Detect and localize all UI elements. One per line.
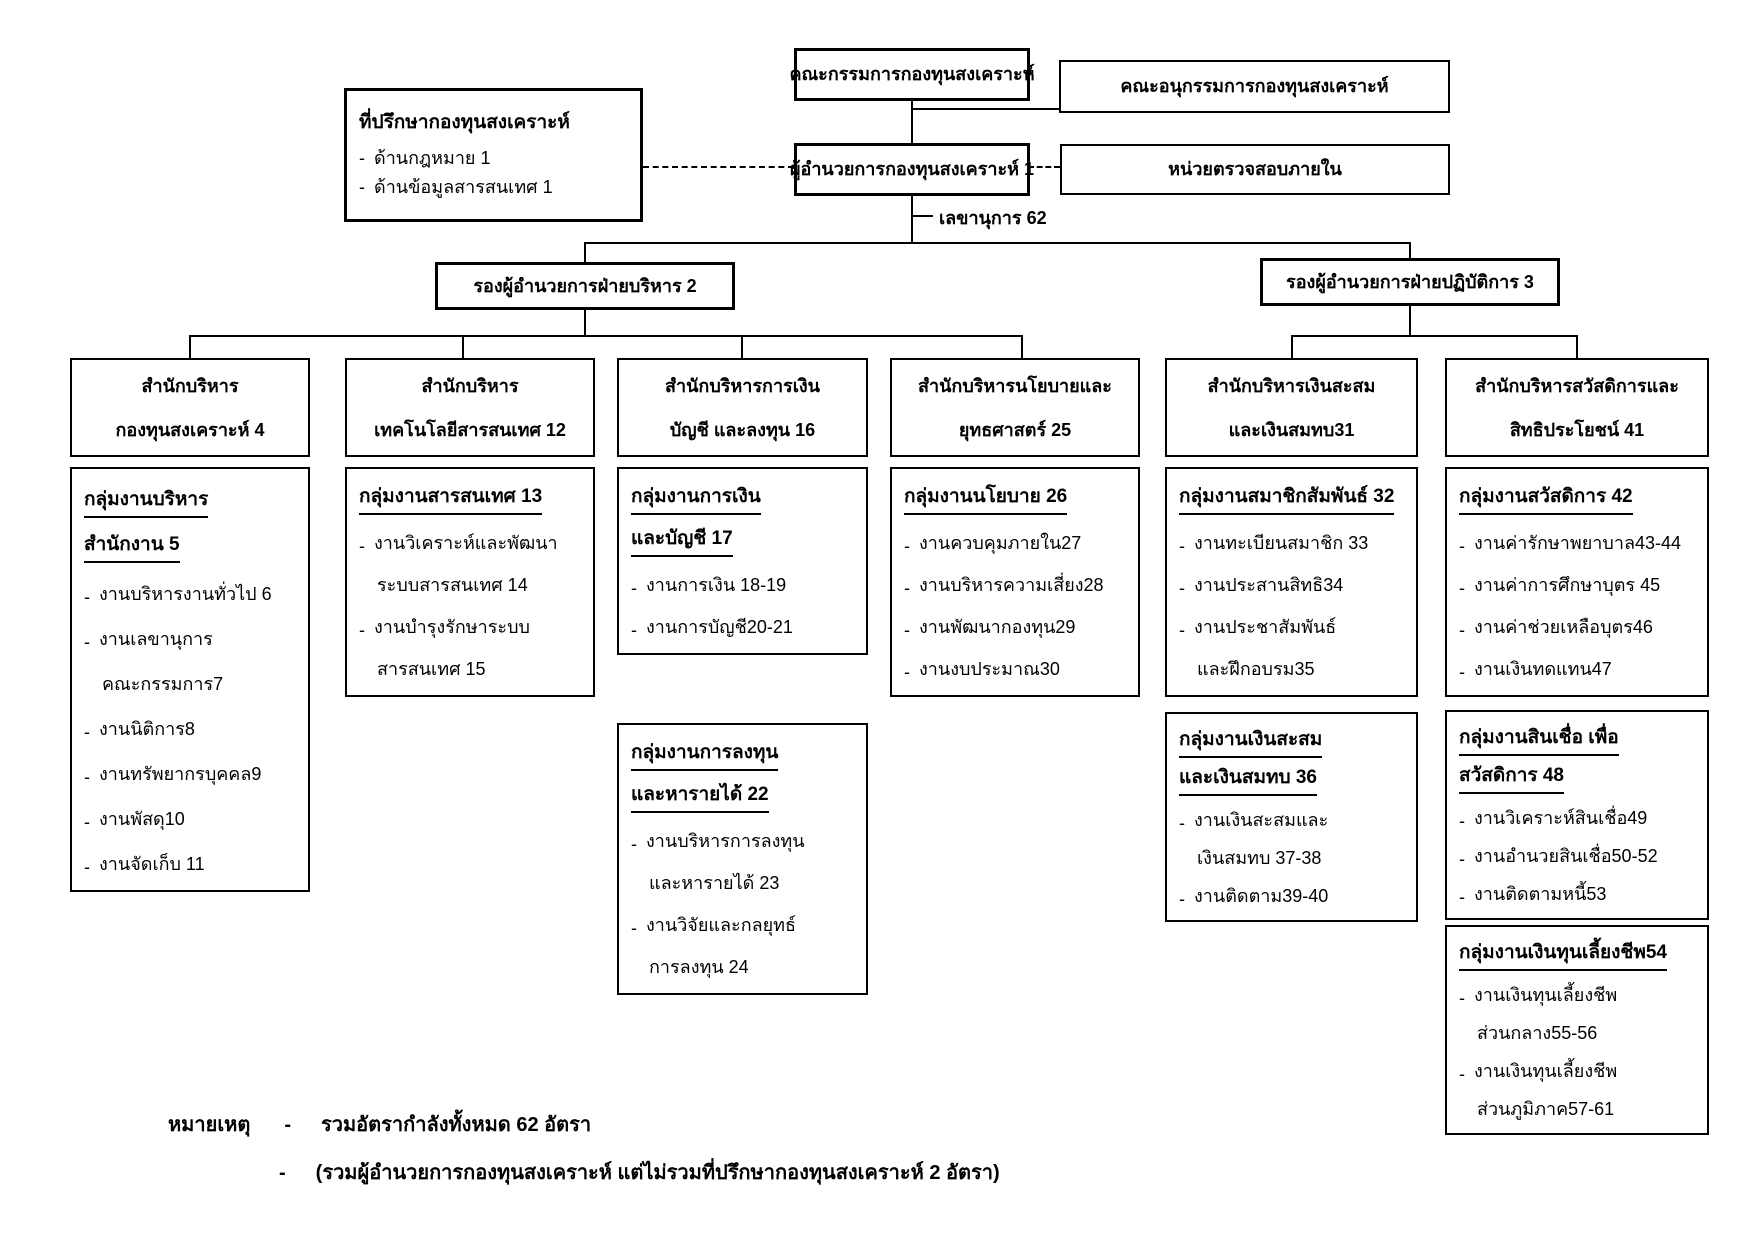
group-box-pension-54: [1445, 925, 1709, 1135]
secretary-label: เลขานุการ 62: [939, 208, 1047, 228]
group-title: สำนักงาน 5: [84, 524, 302, 569]
group-item: - งานประชาสัมพันธ์: [1179, 605, 1410, 647]
group-item: - งานนิติการ8: [84, 704, 302, 749]
group-title: กลุ่มงานสวัสดิการ 42: [1459, 479, 1701, 521]
group-item: - งานค่ารักษาพยาบาล43-44: [1459, 521, 1701, 563]
subcommittee-label: คณะอนุกรรมการกองทุนสงเคราะห์: [1120, 76, 1389, 97]
group-item: - งานติดตามหนี้53: [1459, 874, 1701, 912]
connector-board-subcommittee: [911, 108, 1059, 110]
footnote-label: หมายเหตุ: [168, 1114, 251, 1136]
deputy-admin-box: [435, 262, 735, 310]
office-box-savings: [1165, 358, 1418, 457]
footnote-dash: -: [284, 1114, 291, 1136]
group-title: กลุ่มงานบริหาร: [84, 479, 302, 524]
office-label: ยุทธศาสตร์ 25: [958, 420, 1072, 440]
office-label: สำนักบริหาร: [421, 376, 519, 396]
connector-right-bus: [1291, 335, 1578, 337]
connector-tick-office-4: [1021, 335, 1023, 358]
group-title: และหารายได้ 22: [631, 777, 860, 819]
group-item: - งานเงินทุนเลี้ยงชีพ: [1459, 1051, 1701, 1089]
connector-operation-to-bus: [1409, 306, 1411, 335]
group-item: - งานเลขานุการ: [84, 614, 302, 659]
subcommittee-box: [1059, 60, 1450, 113]
deputy-admin-label: รองผู้อำนวยการฝ่ายบริหาร 2: [473, 275, 697, 296]
group-item: - งานค่าช่วยเหลือบุตร46: [1459, 605, 1701, 647]
group-item: - งานบริหารงานทั่วไป 6: [84, 569, 302, 614]
group-item: - งานควบคุมภายใน27: [904, 521, 1132, 563]
office-label: สิทธิประโยชน์ 41: [1509, 420, 1645, 440]
office-label: เทคโนโลยีสารสนเทศ 12: [374, 420, 566, 440]
internal-audit-box: [1060, 144, 1450, 195]
footnote-dash: -: [279, 1162, 286, 1184]
group-item: - งานวิเคราะห์สินเชื่อ49: [1459, 798, 1701, 836]
connector-tick-office-2: [462, 335, 464, 358]
director-box: [789, 143, 1035, 196]
group-title: และเงินสมทบ 36: [1179, 762, 1410, 800]
advisor-box: [344, 88, 643, 222]
group-item: - งานประสานสิทธิ34: [1179, 563, 1410, 605]
connector-deputy-bus: [584, 242, 1411, 244]
group-item-cont: และฝึกอบรม35: [1197, 659, 1315, 679]
group-item: - งานพัฒนากองทุน29: [904, 605, 1132, 647]
connector-tick-office-1: [189, 335, 191, 358]
group-title: กลุ่มงานเงินทุนเลี้ยงชีพ54: [1459, 937, 1701, 975]
group-item-cont: การลงทุน 24: [649, 957, 749, 977]
office-label: กองทุนสงเคราะห์ 4: [115, 420, 265, 440]
connector-director-down: [911, 196, 913, 242]
office-box-finance: [617, 358, 868, 457]
group-item-cont: สารสนเทศ 15: [377, 659, 486, 679]
connector-tick-office-6: [1576, 335, 1578, 358]
office-box-policy: [890, 358, 1140, 457]
director-label: ผู้อำนวยการกองทุนสงเคราะห์ 1: [789, 159, 1035, 180]
board-label: คณะกรรมการกองทุนสงเคราะห์: [789, 64, 1035, 85]
group-item: - งานการเงิน 18-19: [631, 563, 860, 605]
group-box-policy-26: [890, 467, 1140, 697]
group-item-cont: เงินสมทบ 37-38: [1197, 848, 1322, 868]
connector-deputy-operation-drop: [1409, 242, 1411, 258]
office-box-fund-admin: [70, 358, 310, 457]
group-title: กลุ่มงานการเงิน: [631, 479, 860, 521]
deputy-operation-box: [1260, 258, 1560, 306]
office-label: บัญชี และลงทุน 16: [669, 420, 816, 440]
group-item-cont: คณะกรรมการ7: [102, 674, 224, 694]
group-item-cont: ส่วนกลาง55-56: [1477, 1023, 1598, 1043]
footnote-line-1: [168, 1108, 591, 1140]
group-item: - งานทะเบียนสมาชิก 33: [1179, 521, 1410, 563]
deputy-operation-label: รองผู้อำนวยการฝ่ายปฏิบัติการ 3: [1286, 271, 1534, 292]
group-item: - งานบำรุงรักษาระบบ: [359, 605, 587, 647]
group-box-finance-17: [617, 467, 868, 655]
office-box-welfare: [1445, 358, 1709, 457]
internal-audit-label: หน่วยตรวจสอบภายใน: [1168, 159, 1342, 180]
group-item: - งานทรัพยากรบุคคล9: [84, 749, 302, 794]
group-title: สวัสดิการ 48: [1459, 760, 1701, 798]
advisor-title: ที่ปรึกษากองทุนสงเคราะห์: [359, 112, 570, 133]
group-title: กลุ่มงานสมาชิกสัมพันธ์ 32: [1179, 479, 1410, 521]
office-box-it: [345, 358, 595, 457]
group-item: - งานเงินทดแทน47: [1459, 647, 1701, 689]
footnote-line-2: [279, 1156, 1000, 1188]
group-item: - งานบริหารการลงทุน: [631, 819, 860, 861]
group-item: - งานวิจัยและกลยุทธ์: [631, 903, 860, 945]
office-label: สำนักบริหารการเงิน: [665, 376, 820, 396]
office-label: และเงินสมทบ31: [1228, 420, 1355, 440]
group-title: กลุ่มงานเงินสะสม: [1179, 724, 1410, 762]
group-box-admin-5: [70, 467, 310, 892]
office-label: สำนักบริหาร: [141, 376, 239, 396]
footnote-text: (รวมผู้อำนวยการกองทุนสงเคราะห์ แต่ไม่รวมที่ปรึกษากองทุนสงเคราะห์ 2 อัตรา): [315, 1162, 1000, 1184]
group-item-cont: ส่วนภูมิภาค57-61: [1477, 1099, 1615, 1119]
group-item: - งานเงินทุนเลี้ยงชีพ: [1459, 975, 1701, 1013]
group-box-member-32: [1165, 467, 1418, 697]
group-box-savings-36: [1165, 712, 1418, 922]
footnote-text: รวมอัตรากำลังทั้งหมด 62 อัตรา: [321, 1114, 592, 1136]
group-box-it-13: [345, 467, 595, 697]
group-title: กลุ่มงานสารสนเทศ 13: [359, 479, 587, 521]
group-title: และบัญชี 17: [631, 521, 860, 563]
group-item: - งานติดตาม39-40: [1179, 876, 1410, 914]
group-item: - งานเงินสะสมและ: [1179, 800, 1410, 838]
advisor-item: - ด้านกฎหมาย 1: [359, 143, 634, 172]
group-item: - งานการบัญชี20-21: [631, 605, 860, 647]
group-item: - งานจัดเก็บ 11: [84, 839, 302, 884]
office-label: สำนักบริหารสวัสดิการและ: [1475, 376, 1679, 396]
group-box-welfare-42: [1445, 467, 1709, 697]
group-item-cont: ระบบสารสนเทศ 14: [377, 575, 528, 595]
group-item: - งานอำนวยสินเชื่อ50-52: [1459, 836, 1701, 874]
group-item: - งานพัสดุ10: [84, 794, 302, 839]
connector-admin-to-bus: [584, 310, 586, 335]
group-box-loan-48: [1445, 710, 1709, 920]
office-label: สำนักบริหารนโยบายและ: [918, 376, 1112, 396]
group-box-investment-22: [617, 723, 868, 995]
office-label: สำนักบริหารเงินสะสม: [1207, 376, 1376, 396]
group-item: - งานค่าการศึกษาบุตร 45: [1459, 563, 1701, 605]
group-title: กลุ่มงานนโยบาย 26: [904, 479, 1132, 521]
advisor-item: - ด้านข้อมูลสารสนเทศ 1: [359, 172, 634, 201]
group-item-cont: และหารายได้ 23: [649, 873, 780, 893]
group-item: - งานบริหารความเสี่ยง28: [904, 563, 1132, 605]
connector-tick-office-3: [741, 335, 743, 358]
connector-tick-office-5: [1291, 335, 1293, 358]
connector-advisor-director-dashed: [643, 166, 794, 168]
connector-left-bus: [189, 335, 1023, 337]
group-title: กลุ่มงานการลงทุน: [631, 735, 860, 777]
group-item: - งานวิเคราะห์และพัฒนา: [359, 521, 587, 563]
connector-secretary-tick: [911, 215, 933, 217]
board-box: [789, 48, 1035, 101]
connector-deputy-admin-drop: [584, 242, 586, 262]
group-title: กลุ่มงานสินเชื่อ เพื่อ: [1459, 722, 1701, 760]
group-item: - งานงบประมาณ30: [904, 647, 1132, 689]
